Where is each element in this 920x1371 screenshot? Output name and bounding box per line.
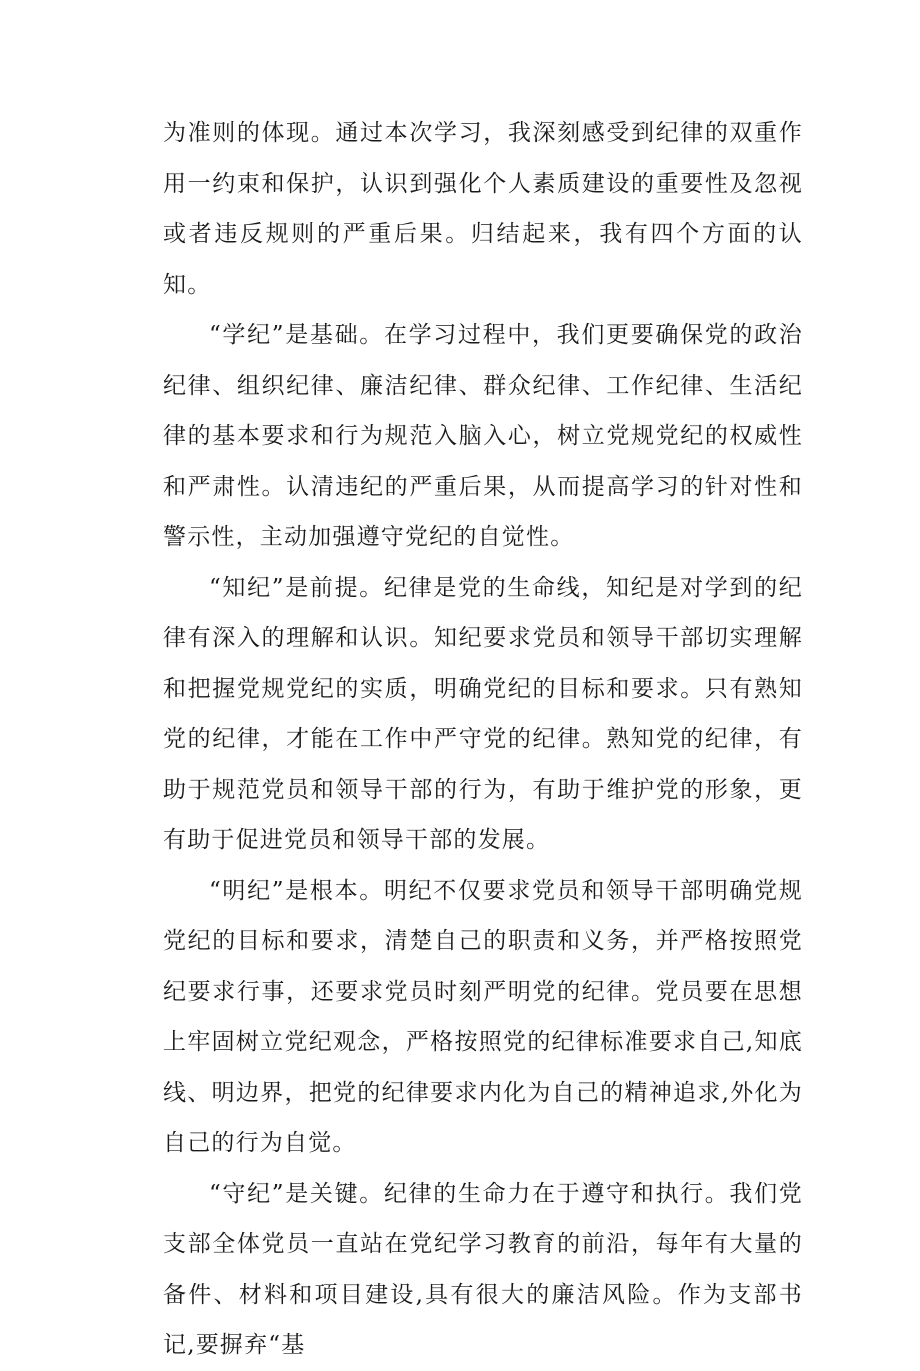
paragraph-zhiji: “知纪”是前提。纪律是党的生命线，知纪是对学到的纪律有深入的理解和认识。知纪要求党员和领导干部切实理解和把握党规党纪的实质，明确党纪的目标和要求。只有熟知党的纪律，才能在工作中严守党的纪律。熟知党的纪律，有助于规范党员和领导干部的行为，有助于维护党的形象，更有助于促进党员和领导干部的发展。	[163, 574, 803, 853]
paragraph-xueji: “学纪”是基础。在学习过程中，我们更要确保党的政治纪律、组织纪律、廉洁纪律、群众纪律、工作纪律、生活纪律的基本要求和行为规范入脑入心，树立党规党纪的权威性和严肃性。认清违纪的严重后果，从而提高学习的针对性和警示性，主动加强遵守党纪的自觉性。	[163, 322, 803, 550]
document-body	[163, 108, 803, 1371]
paragraph-shouji: “守纪”是关键。纪律的生命力在于遵守和执行。我们党支部全体党员一直站在党纪学习教育的前沿，每年有大量的备件、材料和项目建设,具有很大的廉洁风险。作为支部书记,要摒弃“基	[163, 1180, 803, 1358]
paragraph-intro-continuation: 为准则的体现。通过本次学习，我深刻感受到纪律的双重作用一约束和保护，认识到强化个人素质建设的重要性及忽视或者违反规则的严重后果。归结起来，我有四个方面的认知。	[163, 120, 803, 298]
paragraph-mingji: “明纪”是根本。明纪不仅要求党员和领导干部明确党规党纪的目标和要求，清楚自己的职责和义务，并严格按照党纪要求行事，还要求党员时刻严明党的纪律。党员要在思想上牢固树立党纪观念，严格按照党的纪律标准要求自己,知底线、明边界，把党的纪律要求内化为自己的精神追求,外化为自己的行为自觉。	[163, 877, 803, 1156]
